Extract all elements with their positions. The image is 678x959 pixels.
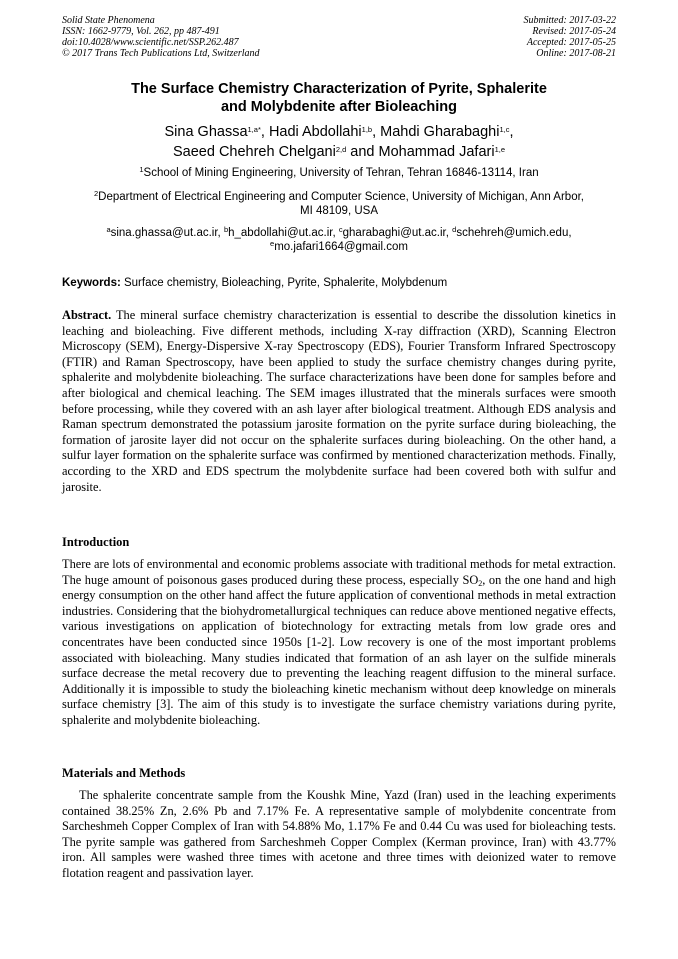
email-address: schehreh@umich.edu <box>456 227 569 239</box>
author-separator: , <box>372 124 381 140</box>
abstract-text: The mineral surface chemistry characterization is essential to describe the dissolution kinetics in leaching and bioleaching. Five different methods, including X-ray diffraction (XRD), Scanning Electron Microscopy (SEM), Energy-Dispersive X-ray Spectroscopy (EDS), Fourier Transform Infrared Spectroscopy (FTIR) and Raman Spectroscopy, have been applied to study the surface chemistry changes during pyrite, sphalerite and molybdenite bioleaching. The surface characterizations have been done for samples before and after biological and chemical leaching. The SEM images illustrated that the minerals surfaces were smooth before processing, while they covered with an ash layer after biological treatment. Although EDS analysis and Raman spectrum demonstrated the potassium jarosite formation on the pyrite surface during bioleaching, the formation of jarosite layer did not occur on the sphalerite surfaces during bioleaching. On the other hand, a sulfur layer formation on the sphalerite surface was confirmed by mentioned characterization methods. Finally, according to the XRD and EDS spectrum the molybdenite surface had been covered both with sulfur and jarosite. <box>62 308 616 494</box>
affiliation-sup: 1 <box>139 165 144 174</box>
keywords <box>62 276 616 290</box>
author-sup: 2,d <box>335 145 347 154</box>
author-name: Mahdi Gharabaghi <box>380 124 500 140</box>
author-separator: and <box>346 144 379 160</box>
email-address: mo.jafari1664@gmail.com <box>274 241 408 253</box>
author-line-1 <box>62 122 616 142</box>
abstract <box>62 308 616 495</box>
revised-date: Revised: 2017-05-24 <box>532 26 616 37</box>
author-sup: 1,e <box>494 145 505 154</box>
email-address: h_abdollahi@ut.ac.ir <box>228 227 333 239</box>
issn-line: ISSN: 1662-9779, Vol. 262, pp 487-491 <box>62 26 220 37</box>
keywords-text: Surface chemistry, Bioleaching, Pyrite, Sphalerite, Molybdenum <box>120 277 448 289</box>
affiliation-sup: 2 <box>94 189 99 198</box>
accepted-date: Accepted: 2017-05-25 <box>526 37 616 48</box>
copyright-line: © 2017 Trans Tech Publications Ltd, Switzerland <box>62 48 260 59</box>
paper-title <box>62 80 616 116</box>
methods-heading: Materials and Methods <box>62 766 186 780</box>
affiliation-2-line-2: MI 48109, USA <box>300 205 378 217</box>
intro-text-a: There are lots of environmental and economic problems associate with traditional methods for metal extraction. The huge amount of poisonous gases produced during these process, especially SO <box>62 557 616 587</box>
author-sup: 1,a* <box>247 125 261 134</box>
author-sup: 1,c <box>499 125 510 134</box>
journal-info <box>62 15 260 59</box>
online-date: Online: 2017-08-21 <box>536 48 616 59</box>
author-sup: 1,b <box>361 125 373 134</box>
affiliation-2-line-1 <box>62 190 616 204</box>
author-separator: , <box>260 124 269 140</box>
author-name: Hadi Abdollahi <box>268 124 362 140</box>
affiliation-2 <box>62 190 616 218</box>
affiliation-1 <box>62 166 616 180</box>
intro-text-b: , on the one hand and high energy consumption on the other hand affect the future application of conventional methods in metal extraction industries. Considering that the biohydrometallurgical techniques can reduce above mentioned negative effects, various investigations on application of biotechnology for extracting metals from low grade ores and concentrates have been conducted since 1950s [1-2]. Low recovery is one of the most important problems associated with bioleaching. Many studies indicated that formation of an ash layer on the sulfide minerals surface decrease the metal recovery due to preventing the leaching reagent diffusion to the mineral surface. Additionally it is impossible to study the bioleaching kinetic mechanism without deep knowledge on minerals surface chemistry [3]. The aim of this study is to investigate the surface chemistry variations during pyrite, sphalerite and molybdenite bioleaching. <box>62 572 616 727</box>
abstract-label: Abstract. <box>62 308 112 322</box>
introduction-text <box>62 557 616 729</box>
email-list <box>62 226 616 254</box>
author-name: Sina Ghassa <box>164 124 248 140</box>
author-name: Mohammad Jafari <box>378 144 495 160</box>
so2-subscript: 2 <box>478 578 483 588</box>
email-separator: , <box>217 227 224 239</box>
keywords-label: Keywords: <box>62 277 121 289</box>
email-line-2 <box>62 240 616 254</box>
title-line-2: and Molybdenite after Bioleaching <box>220 99 458 115</box>
email-address: sina.ghassa@ut.ac.ir <box>110 227 218 239</box>
author-list <box>62 122 616 162</box>
email-line-1 <box>62 226 616 240</box>
email-separator: , <box>332 227 339 239</box>
affiliation-text: School of Mining Engineering, University of Tehran, Tehran 16846-13114, Iran <box>143 167 539 179</box>
doi-line: doi:10.4028/www.scientific.net/SSP.262.487 <box>62 37 239 48</box>
email-separator: , <box>568 227 572 239</box>
email-separator: , <box>445 227 453 239</box>
email-address: gharabaghi@ut.ac.ir <box>342 227 446 239</box>
email-sup: e <box>270 239 275 248</box>
email-sup: a <box>106 225 111 234</box>
email-sup: d <box>452 225 457 234</box>
submission-dates <box>524 15 617 59</box>
submitted-date: Submitted: 2017-03-22 <box>523 15 616 26</box>
email-sup: c <box>338 225 343 234</box>
author-line-2 <box>62 142 616 162</box>
author-separator: , <box>509 124 514 140</box>
title-line-1: The Surface Chemistry Characterization of Pyrite, Sphalerite <box>131 81 547 97</box>
introduction-heading: Introduction <box>62 535 130 549</box>
author-name: Saeed Chehreh Chelgani <box>172 144 336 160</box>
methods-text: The sphalerite concentrate sample from the Koushk Mine, Yazd (Iran) used in the leaching experiments contained 38.25% Zn, 2.6% Pb and 7.17% Fe. A representative sample of molybdenite concentrate from Sarcheshmeh Copper Complex of Iran with 54.88% Mo, 1.17% Fe and 0.44 Cu was used for bioleaching tests. The pyrite sample was gathered from Sarcheshmeh Copper Complex (Kerman province, Iran) with 43.77% iron. All samples were washed three times with acetone and three times with deionized water to remove flotation reagent and passivation layer. <box>62 788 616 880</box>
email-sup: b <box>223 225 229 234</box>
affiliation-text: Department of Electrical Engineering and Computer Science, University of Michigan, Ann Arbor, <box>98 191 584 203</box>
journal-name: Solid State Phenomena <box>62 15 155 26</box>
